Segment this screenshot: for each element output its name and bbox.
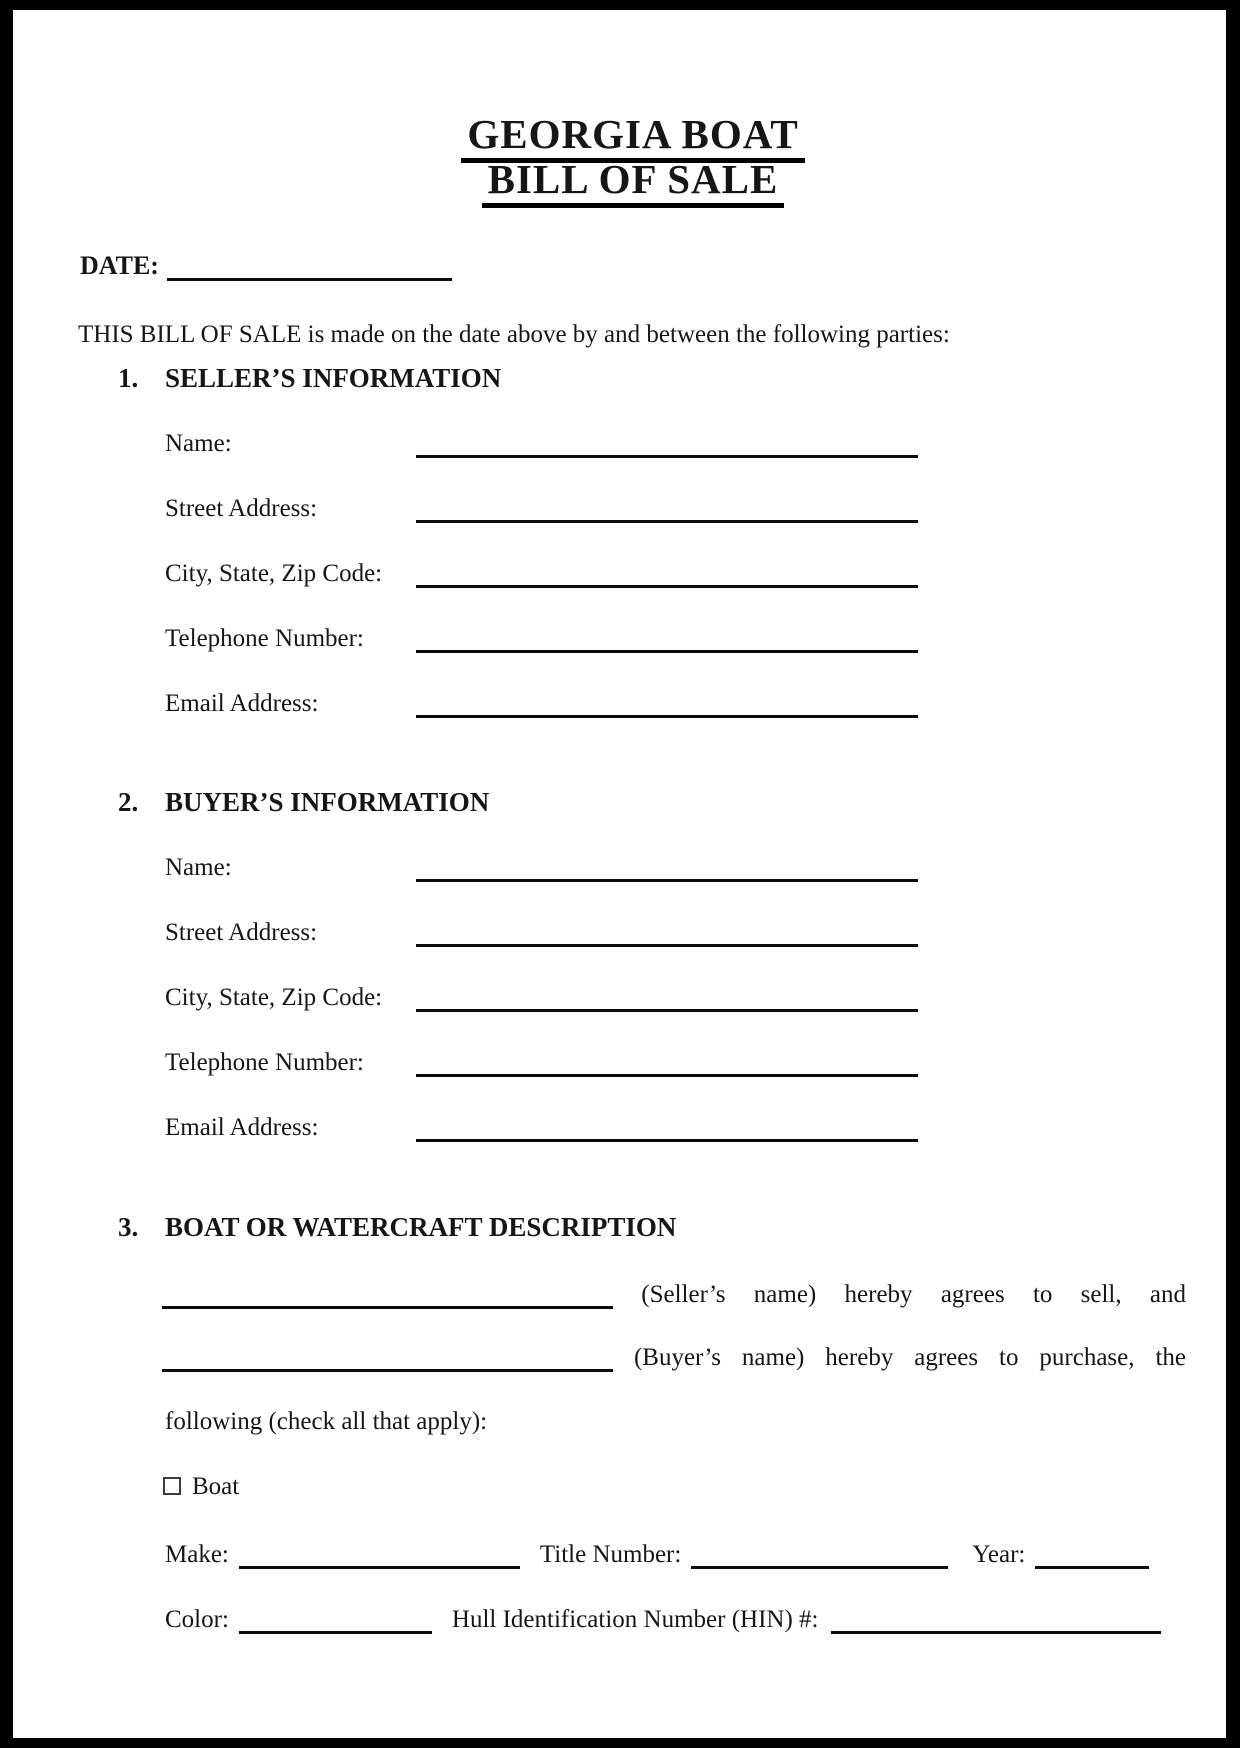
buyer-section-body [165, 852, 1186, 1144]
section-3-number: 3. [118, 1212, 139, 1242]
seller-name-blank[interactable] [416, 445, 918, 458]
hin-blank[interactable] [831, 1621, 1161, 1634]
seller-agreement-text: (Seller’s name) hereby agrees to sell, and [641, 1281, 1187, 1308]
following-instruction-text: following (check all that apply): [165, 1408, 488, 1435]
seller-street-label: Street Address: [165, 495, 318, 522]
seller-name-fill-blank[interactable] [162, 1296, 613, 1309]
title-line1: GEORGIA BOAT [461, 111, 804, 163]
boat-section-body [162, 1279, 1186, 1438]
buyer-city-state-zip-label: City, State, Zip Code: [165, 984, 383, 1011]
buyer-street-row [165, 917, 1186, 949]
date-label: DATE: [80, 251, 159, 280]
color-blank[interactable] [239, 1621, 432, 1634]
buyer-telephone-label: Telephone Number: [165, 1049, 364, 1076]
section-3-heading: BOAT OR WATERCRAFT DESCRIPTION [165, 1212, 677, 1242]
buyer-name-fill-blank[interactable] [162, 1359, 613, 1372]
boat-checkbox[interactable] [163, 1477, 181, 1495]
seller-street-blank[interactable] [416, 510, 918, 523]
buyer-city-state-zip-row [165, 982, 1186, 1014]
buyer-telephone-row [165, 1047, 1186, 1079]
buyer-telephone-blank[interactable] [416, 1064, 918, 1077]
section-3-heading-row [118, 1211, 1186, 1243]
seller-street-row [165, 493, 1186, 525]
date-blank[interactable] [167, 268, 452, 281]
title-row-2 [80, 157, 1186, 202]
seller-city-state-zip-label: City, State, Zip Code: [165, 560, 383, 587]
seller-telephone-blank[interactable] [416, 640, 918, 653]
section-1-number: 1. [118, 363, 139, 393]
make-title-year-row [165, 1539, 1186, 1571]
seller-city-state-zip-row [165, 558, 1186, 590]
buyer-name-row [165, 852, 1186, 884]
color-label: Color: [165, 1606, 229, 1633]
buyer-email-blank[interactable] [416, 1129, 918, 1142]
year-blank[interactable] [1035, 1556, 1149, 1569]
seller-name-label: Name: [165, 430, 232, 457]
seller-telephone-label: Telephone Number: [165, 625, 364, 652]
buyer-city-state-zip-blank[interactable] [416, 999, 918, 1012]
buyer-name-label: Name: [165, 854, 232, 881]
seller-name-row [165, 428, 1186, 460]
seller-city-state-zip-blank[interactable] [416, 575, 918, 588]
buyer-agreement-text: (Buyer’s name) hereby agrees to purchase, the [633, 1344, 1186, 1371]
year-label: Year: [972, 1541, 1026, 1568]
make-label: Make: [165, 1541, 229, 1568]
date-row [80, 251, 1186, 281]
color-hin-row [165, 1604, 1186, 1636]
buyer-street-blank[interactable] [416, 934, 918, 947]
title-number-label: Title Number: [539, 1541, 682, 1568]
section-2-heading: BUYER’S INFORMATION [165, 787, 490, 817]
hin-label: Hull Identification Number (HIN) #: [451, 1606, 819, 1633]
boat-checkbox-row [163, 1471, 1186, 1503]
title-line2: BILL OF SALE [482, 156, 785, 208]
seller-email-blank[interactable] [416, 705, 918, 718]
buyer-name-fill-line [162, 1342, 1186, 1374]
intro-text: THIS BILL OF SALE is made on the date above by and between the following parties: [78, 321, 950, 348]
title-row-1 [80, 112, 1186, 157]
buyer-email-row [165, 1112, 1186, 1144]
seller-section-body [165, 428, 1186, 720]
buyer-street-label: Street Address: [165, 919, 318, 946]
section-1-heading: SELLER’S INFORMATION [165, 363, 502, 393]
seller-email-label: Email Address: [165, 690, 319, 717]
document-title [80, 112, 1186, 202]
seller-telephone-row [165, 623, 1186, 655]
seller-email-row [165, 688, 1186, 720]
buyer-email-label: Email Address: [165, 1114, 319, 1141]
make-blank[interactable] [239, 1556, 520, 1569]
section-2-number: 2. [118, 787, 139, 817]
title-number-blank[interactable] [691, 1556, 948, 1569]
buyer-name-blank[interactable] [416, 869, 918, 882]
seller-name-fill-line [162, 1279, 1186, 1311]
section-2-heading-row [118, 786, 1186, 818]
section-1-heading-row [118, 362, 1186, 394]
boat-checkbox-label: Boat [192, 1473, 240, 1500]
